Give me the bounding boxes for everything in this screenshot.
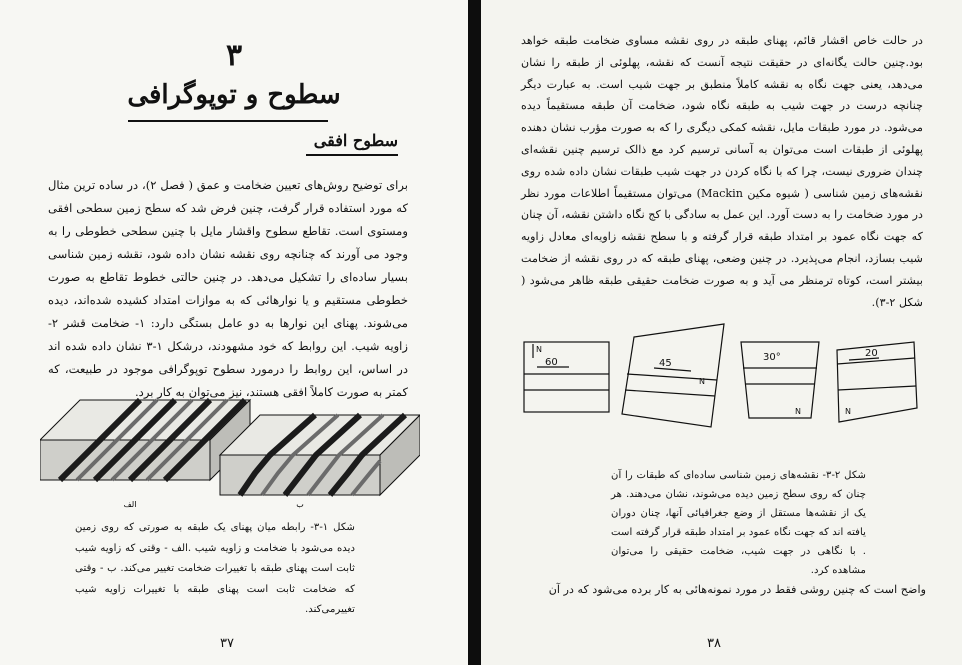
north-label-4: N	[845, 407, 851, 416]
section-heading-underline	[306, 154, 398, 156]
continuation-text: واضح است که چنین روشی فقط در مورد نمونه‌هائی به کار برده می‌شود که در آن	[548, 583, 926, 596]
right-page	[481, 0, 962, 665]
section-heading: سطوح افقی	[313, 131, 398, 150]
body-paragraph: در حالت خاص اقشار قائم، پهنای طبقه در روی نقشه مساوی ضخامت طبقه خواهد بود.چنین حالت یگانه‌ای در حقیقت نتیجه آنست که نقشه، پهلوئی از طبقه را نشان می‌دهد، یعنی جهت نگاه به نقشه کاملاً منطبق بر جهت شیب است. به عبارت دیگر چنانچه درست در جهت شیب به طبقه نگاه شود، ضخامت آن طبقه مستقیماً دیده می‌شود. در مورد طبقات مایل، نقشه کمکی دیگری را که به صورت مؤرب نشان دهنده پهلوئی از طبقات است می‌توان به آسانی ترسیم کرد مع ذالک ترسیم چنین نقشه‌ای چندان ضروری نیست، چرا که با نگاه کردن در جهت شیب طبقات نشان داده شده روی نقشه‌های زمین شناسی ( شیوه مکین Mackin) می‌توان مستقیماً اطلاعات مورد نظر در مورد ضخامت را به دست آورد. این عمل به سادگی با کج نگاه داشتن نقشه، آن چنان که جهت نگاه عمود بر امتداد طبقه قرار گرفته و با سطح نقشه زاویه‌ای معادل زاویه شیب بسازد، انجام می‌پذیرد. در چنین وضعی، پهنای طبقه که در روی نقشه از ضخامت بیشتر است، کوتاه ترمنظر می آید و به صورت ضخامت حقیقی طبقه ظاهر می‌شود ( شکل ۲-۳).	[521, 34, 923, 309]
map-45	[622, 324, 724, 427]
north-label-2: N	[699, 377, 705, 386]
figure-rotated-maps	[519, 322, 919, 462]
figure-caption: شکل ۲-۳- نقشه‌های زمین شناسی ساده‌ای که طبقات را آن چنان که روی سطح زمین دیده می‌شوند، نشان می‌دهند. هر یک از نقشه‌ها مستقل از وضع جغرافیائی آنها، چنان دوران یافته اند که جهت نگاه عمود بر امتداد طبقه قرار گرفته است . با نگاهی در جهت شیب، ضخامت حقیقی را می‌توان مشاهده کرد.	[611, 470, 866, 576]
left-page	[0, 0, 468, 665]
north-label-3: N	[795, 407, 801, 416]
chapter-title: سطوح و توپوگرافی	[127, 80, 341, 110]
map-label-45: 45	[659, 358, 672, 369]
map-label-30: 30°	[763, 352, 781, 363]
map-label-60: 60	[545, 357, 558, 368]
figure-strata-blocks	[40, 395, 420, 510]
block-a	[40, 400, 250, 480]
map-label-20: 20	[865, 348, 878, 359]
body-paragraph: برای توضیح روش‌های تعیین ضخامت و عمق ( فصل ۲)، در ساده ترین مثال که مورد استفاده قرار گرفت، چنین فرض شد که سطح زمین سطحی افقی ومستوی است. تقاطع سطوح واقشار مایل با چنین سطحی خطوطی را به وجود می آورند که چنانچه روی نقشه نشان داده شود، نقشه زمین شناسی بسیار ساده‌ای را تشکیل می‌دهد. در چنین حالتی خطوط تقاطع به صورت خطوطی مستقیم و یا نوارهائی که به موازات امتداد کشیده شده‌اند، دیده می‌شوند. پهنای این نوارها به دو عامل بستگی دارد: ۱- ضخامت قشر ۲- زاویه شیب. این روابط که خود مشهودند، درشکل ۱-۳ نشان داده شده اند در اساس، این روابط را درمورد سطوح توپوگرافی موجود در طبیعت، که کمتر به صورت کاملاً افقی هستند، نیز می‌توان به کار برد.	[48, 178, 408, 399]
figure-label-a: الف	[123, 500, 137, 509]
block-b	[220, 415, 420, 495]
page-number: ۳۷	[220, 636, 234, 651]
figure-caption: شکل ۱-۳- رابطه میان پهنای یک طبقه به صورتی که روی زمین دیده می‌شود با ضخامت و زاویه شیب .الف - وقتی که زاویه شیب ثابت است پهنای طبقه با تغییرات ضخامت تغییر می‌کند. ب - وقتی که ضخامت ثابت است پهنای طبقه با تغییرات زاویه شیب تغییرمی‌کند.	[75, 522, 355, 615]
chapter-title-underline	[128, 120, 328, 122]
chapter-number: ۳	[225, 38, 243, 73]
figure-label-b: ب	[296, 500, 304, 509]
north-label-1: N	[536, 345, 542, 354]
page-number: ۳۸	[707, 636, 721, 651]
book-gutter	[468, 0, 481, 665]
